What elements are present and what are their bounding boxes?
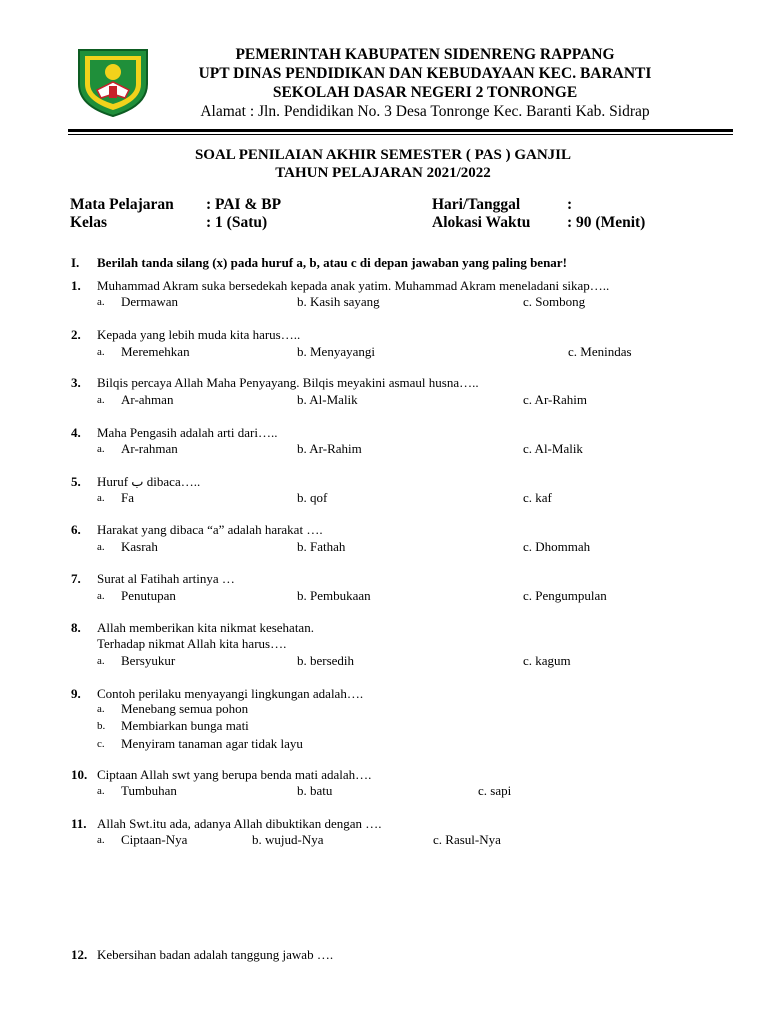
- header-address: Alamat : Jln. Pendidikan No. 3 Desa Tonronge Kec. Baranti Kab. Sidrap: [200, 103, 650, 120]
- option-b: b. wujud-Nya: [252, 832, 324, 847]
- option-b: b. Ar-Rahim: [297, 441, 362, 456]
- option-c: Menyiram tanaman agar tidak layu: [121, 736, 303, 751]
- option-label: c.: [97, 738, 105, 750]
- option-a: Dermawan: [121, 294, 179, 309]
- option-a: Tumbuhan: [121, 783, 177, 798]
- question-number: 11.: [71, 816, 87, 831]
- option-c: c. Dhommah: [523, 539, 591, 554]
- question-number: 2.: [71, 327, 81, 342]
- option-a: Ar-rahman: [121, 441, 178, 456]
- option-label: a.: [97, 590, 105, 602]
- option-label: b.: [97, 720, 106, 732]
- option-c: c. kaf: [523, 490, 552, 505]
- instruction-number: I.: [71, 255, 80, 270]
- option-b: b. batu: [297, 783, 333, 798]
- exam-year: TAHUN PELAJARAN 2021/2022: [275, 165, 491, 181]
- question-text: Kepada yang lebih muda kita harus…..: [97, 327, 301, 342]
- question-text: Allah memberikan kita nikmat kesehatan.: [97, 620, 314, 635]
- header-department: UPT DINAS PENDIDIKAN DAN KEBUDAYAAN KEC. BARANTI: [198, 65, 652, 82]
- option-label: a.: [97, 785, 105, 797]
- question-number: 5.: [71, 474, 81, 489]
- option-a: Menebang semua pohon: [121, 701, 249, 716]
- question-text: Maha Pengasih adalah arti dari…..: [97, 425, 278, 440]
- option-c: c. Al-Malik: [523, 441, 583, 456]
- question-number: 12.: [71, 947, 88, 962]
- option-label: a.: [97, 492, 105, 504]
- option-c: c. Rasul-Nya: [433, 832, 501, 847]
- question-number: 8.: [71, 620, 81, 635]
- instruction-text: Berilah tanda silang (x) pada huruf a, b, atau c di depan jawaban yang paling benar!: [97, 255, 567, 270]
- question-text: Contoh perilaku menyayangi lingkungan adalah….: [97, 686, 364, 701]
- question-text: Kebersihan badan adalah tanggung jawab ….: [97, 947, 334, 962]
- subject-label: Mata Pelajaran: [70, 196, 174, 213]
- option-c: c. sapi: [478, 783, 512, 798]
- question-number: 6.: [71, 522, 81, 537]
- subject-value: : PAI & BP: [206, 196, 282, 213]
- option-a: Bersyukur: [121, 653, 176, 668]
- day-label: Hari/Tanggal: [432, 196, 521, 213]
- header-school: SEKOLAH DASAR NEGERI 2 TONRONGE: [272, 84, 578, 101]
- question-text: Bilqis percaya Allah Maha Penyayang. Bilqis meyakini asmaul husna…..: [97, 375, 479, 390]
- option-b: b. bersedih: [297, 653, 355, 668]
- option-label: a.: [97, 703, 105, 715]
- option-c: c. Ar-Rahim: [523, 392, 588, 407]
- option-b: b. Fathah: [297, 539, 346, 554]
- option-b: b. Menyayangi: [297, 344, 375, 359]
- option-label: a.: [97, 443, 105, 455]
- class-value: : 1 (Satu): [206, 214, 268, 231]
- school-logo-icon: [75, 44, 151, 118]
- option-a: Ciptaan-Nya: [121, 832, 188, 847]
- question-text: Surat al Fatihah artinya …: [97, 571, 235, 586]
- question-text: Allah Swt.itu ada, adanya Allah dibuktikan dengan ….: [97, 816, 382, 831]
- option-c: c. Pengumpulan: [523, 588, 607, 603]
- option-label: a.: [97, 394, 105, 406]
- option-a: Penutupan: [121, 588, 176, 603]
- question-text: Muhammad Akram suka bersedekah kepada anak yatim. Muhammad Akram meneladani sikap…..: [97, 278, 610, 293]
- question-number: 9.: [71, 686, 81, 701]
- option-b: b. Al-Malik: [297, 392, 358, 407]
- option-label: a.: [97, 655, 105, 667]
- option-b: Membiarkan bunga mati: [121, 718, 249, 733]
- question-number: 4.: [71, 425, 81, 440]
- option-b: b. qof: [297, 490, 328, 505]
- option-b: b. Pembukaan: [297, 588, 371, 603]
- option-c: c. kagum: [523, 653, 571, 668]
- class-label: Kelas: [70, 214, 108, 231]
- option-b: b. Kasih sayang: [297, 294, 380, 309]
- day-value: :: [567, 196, 573, 213]
- header-divider-thick: [68, 129, 733, 132]
- exam-title: SOAL PENILAIAN AKHIR SEMESTER ( PAS ) GANJIL: [194, 147, 572, 163]
- header-divider-thin: [68, 134, 733, 135]
- option-a: Ar-ahman: [121, 392, 174, 407]
- option-a: Meremehkan: [121, 344, 190, 359]
- option-a: Kasrah: [121, 539, 158, 554]
- option-a: Fa: [121, 490, 134, 505]
- option-label: a.: [97, 296, 105, 308]
- question-number: 1.: [71, 278, 81, 293]
- option-label: a.: [97, 346, 105, 358]
- time-label: Alokasi Waktu: [432, 214, 531, 231]
- question-text: Huruf ب dibaca…..: [97, 474, 201, 489]
- question-number: 7.: [71, 571, 81, 586]
- option-c: c. Menindas: [568, 344, 632, 359]
- question-text-continued: Terhadap nikmat Allah kita harus….: [97, 636, 287, 651]
- question-number: 10.: [71, 767, 88, 782]
- question-text: Ciptaan Allah swt yang berupa benda mati adalah….: [97, 767, 372, 782]
- question-number: 3.: [71, 375, 81, 390]
- header-government: PEMERINTAH KABUPATEN SIDENRENG RAPPANG: [235, 46, 615, 63]
- question-text: Harakat yang dibaca “a” adalah harakat ….: [97, 522, 323, 537]
- time-value: : 90 (Menit): [567, 214, 646, 231]
- option-label: a.: [97, 541, 105, 553]
- option-c: c. Sombong: [523, 294, 586, 309]
- option-label: a.: [97, 834, 105, 846]
